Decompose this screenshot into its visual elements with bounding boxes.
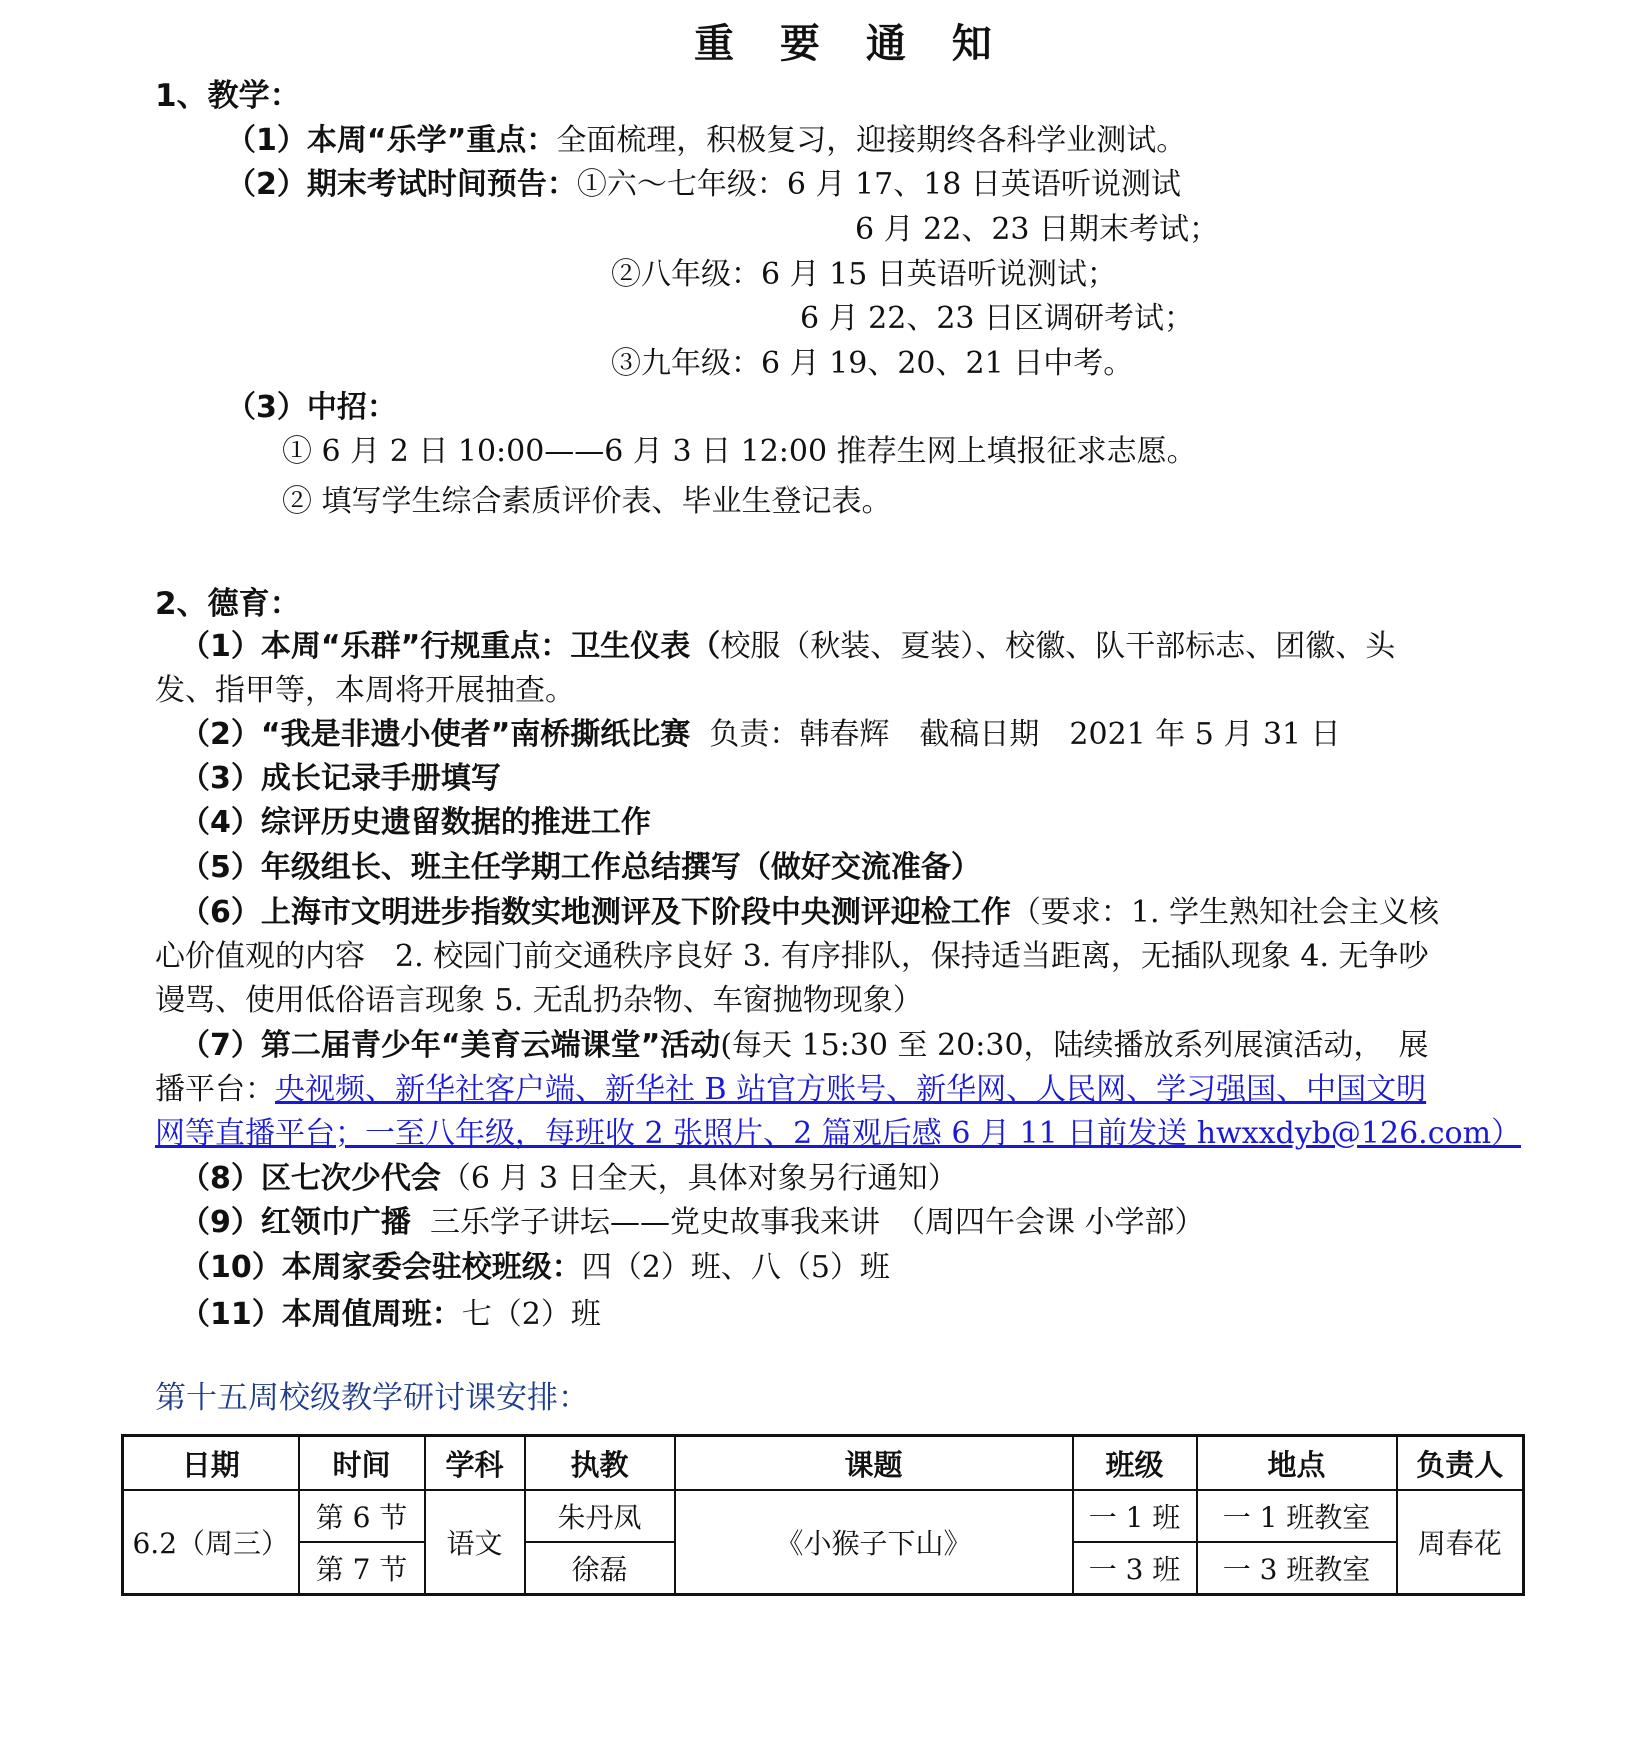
teaching-item-2 xyxy=(226,167,1181,202)
enrollment-step-1: ① 6 月 2 日 10:00——6 月 3 日 12:00 推荐生网上填报征求志愿。 xyxy=(282,434,1197,469)
moral-item-2-label: （2）“我是非遗小使者”南桥撕纸比赛 xyxy=(180,717,691,752)
moral-item-8-label: （8）区七次少代会 xyxy=(180,1161,441,1196)
cell-teacher: 徐磊 xyxy=(525,1542,675,1595)
platform-link-1[interactable]: 央视频、新华社客户端、新华社 B 站官方账号、新华网、人民网、学习强国、中国文明 xyxy=(275,1072,1427,1107)
moral-item-7-label: （7）第二届青少年“美育云端课堂”活动 xyxy=(180,1028,721,1063)
moral-item-11 xyxy=(180,1297,601,1332)
header-teacher: 执教 xyxy=(525,1436,675,1491)
cell-class: 一 3 班 xyxy=(1073,1542,1197,1595)
section-moral-heading: 2、德育： xyxy=(155,586,301,622)
moral-item-10-text: 四（2）班、八（5）班 xyxy=(581,1250,890,1285)
moral-item-11-label: （11）本周值周班： xyxy=(180,1297,462,1332)
cell-time: 第 6 节 xyxy=(299,1490,425,1542)
moral-item-2 xyxy=(180,717,1341,752)
moral-item-11-text: 七（2）班 xyxy=(461,1297,601,1332)
exam-grade-9: ③九年级：6 月 19、20、21 日中考。 xyxy=(611,346,1134,381)
schedule-title: 第十五周校级教学研讨课安排： xyxy=(155,1380,589,1416)
moral-item-3: （3）成长记录手册填写 xyxy=(180,761,501,796)
cell-topic: 《小猴子下山》 xyxy=(675,1490,1073,1595)
moral-item-8 xyxy=(180,1161,958,1196)
header-owner: 负责人 xyxy=(1397,1436,1524,1491)
header-topic: 课题 xyxy=(675,1436,1073,1491)
cell-date: 6.2（周三） xyxy=(123,1490,299,1595)
moral-item-1-label: （1）本周“乐群”行规重点：卫生仪表（ xyxy=(180,629,721,664)
teaching-item-3-label: （3）中招： xyxy=(226,390,397,425)
exam-grade-8-line1: ②八年级：6 月 15 日英语听说测试； xyxy=(611,257,1117,292)
moral-item-7 xyxy=(180,1028,1429,1063)
moral-item-6-text: （要求：1. 学生熟知社会主义核 xyxy=(1010,895,1440,930)
moral-item-1 xyxy=(180,629,1396,664)
moral-item-1-text: 校服（秋装、夏装）、校徽、队干部标志、团徽、头 xyxy=(720,629,1396,664)
section-teaching-heading: 1、教学： xyxy=(155,78,301,114)
cell-time: 第 7 节 xyxy=(299,1542,425,1595)
exam-grade-6-7-line1: ①六～七年级：6 月 17、18 日英语听说测试 xyxy=(576,167,1181,202)
cell-place: 一 3 班教室 xyxy=(1197,1542,1397,1595)
moral-item-7-text: (每天 15:30 至 20:30，陆续播放系列展演活动， 展 xyxy=(720,1028,1429,1063)
teaching-item-1-label: （1）本周“乐学”重点： xyxy=(226,123,557,158)
header-class: 班级 xyxy=(1073,1436,1197,1491)
table-header-row xyxy=(123,1436,1524,1491)
header-date: 日期 xyxy=(123,1436,299,1491)
exam-grade-6-7-line2: 6 月 22、23 日期末考试； xyxy=(855,212,1220,247)
page-title: 重 要 通 知 xyxy=(694,21,1008,67)
header-place: 地点 xyxy=(1197,1436,1397,1491)
cell-owner: 周春花 xyxy=(1397,1490,1524,1595)
moral-item-6-text-cont2: 谩骂、使用低俗语言现象 5. 无乱扔杂物、车窗抛物现象） xyxy=(155,983,923,1018)
moral-item-9-text: 三乐学子讲坛——党史故事我来讲 （周四午会课 小学部） xyxy=(429,1205,1205,1240)
teaching-item-1-text: 全面梳理，积极复习，迎接期终各科学业测试。 xyxy=(556,123,1187,158)
moral-item-9 xyxy=(180,1205,1205,1240)
schedule-table xyxy=(121,1434,1525,1596)
platform-label: 播平台： xyxy=(155,1072,275,1107)
moral-item-10 xyxy=(180,1250,890,1285)
cell-class: 一 1 班 xyxy=(1073,1490,1197,1542)
moral-item-6-label: （6）上海市文明进步指数实地测评及下阶段中央测评迎检工作 xyxy=(180,895,1011,930)
teaching-item-2-label: （2）期末考试时间预告： xyxy=(226,167,577,202)
moral-item-7-platform-line xyxy=(155,1072,1427,1107)
exam-grade-8-line2: 6 月 22、23 日区调研考试； xyxy=(800,301,1195,336)
moral-item-6 xyxy=(180,895,1440,930)
header-subject: 学科 xyxy=(425,1436,525,1491)
moral-item-1-text-cont: 发、指甲等，本周将开展抽查。 xyxy=(155,673,575,708)
moral-item-8-text: （6 月 3 日全天，具体对象另行通知） xyxy=(440,1161,958,1196)
platform-link-2[interactable]: 网等直播平台；一至八年级，每班收 2 张照片、2 篇观后感 6 月 11 日前发送 hwxxdyb@126.com） xyxy=(155,1116,1522,1151)
moral-item-9-label: （9）红领巾广播 xyxy=(180,1205,411,1240)
cell-place: 一 1 班教室 xyxy=(1197,1490,1397,1542)
moral-item-10-label: （10）本周家委会驻校班级： xyxy=(180,1250,582,1285)
table-row xyxy=(123,1490,1524,1542)
moral-item-6-text-cont1: 心价值观的内容 2. 校园门前交通秩序良好 3. 有序排队，保持适当距离，无插队现象 4. 无争吵 xyxy=(155,939,1429,974)
moral-item-4: （4）综评历史遗留数据的推进工作 xyxy=(180,805,651,840)
enrollment-step-2: ② 填写学生综合素质评价表、毕业生登记表。 xyxy=(282,484,892,519)
moral-item-5: （5）年级组长、班主任学期工作总结撰写（做好交流准备） xyxy=(180,850,981,885)
header-time: 时间 xyxy=(299,1436,425,1491)
cell-teacher: 朱丹凤 xyxy=(525,1490,675,1542)
moral-item-2-text: 负责：韩春辉 截稿日期 2021 年 5 月 31 日 xyxy=(709,717,1341,752)
teaching-item-1 xyxy=(226,123,1187,158)
cell-subject: 语文 xyxy=(425,1490,525,1595)
